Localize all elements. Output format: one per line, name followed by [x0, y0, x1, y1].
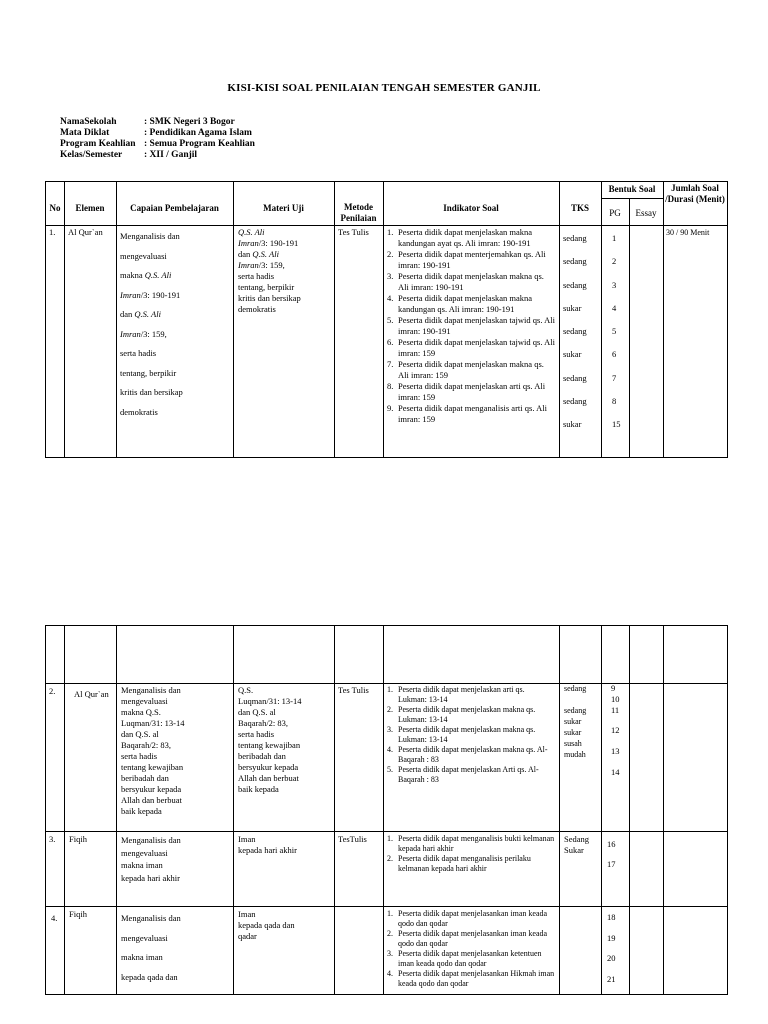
- row3-no: 3.: [49, 834, 56, 844]
- indikator-item: 7. Peserta didik dapat menjelaskan makna qs. Ali imran: 159: [387, 359, 544, 380]
- info-key: Kelas/Semester: [60, 150, 123, 160]
- indikator-item: 2. Peserta didik dapat menganalisis perilaku kelmanan kepada hari akhir: [387, 854, 531, 873]
- capaian-line: kritis dan bersikap: [120, 387, 183, 397]
- indikator-item: 2. Peserta didik dapat menjelasankan iman keada qodo dan qodar: [387, 929, 548, 948]
- header-capaian: Capaian Pembelajaran: [130, 203, 219, 213]
- indikator-item: 1. Peserta didik dapat menjelaskan makna kandungan ayat qs. Ali imran: 190-191: [387, 227, 533, 248]
- indikator-item: 1. Peserta didik dapat menganalisis bukti kelmanan kepada hari akhir: [387, 834, 555, 853]
- capaian-line: Imran/3: 159,: [120, 328, 167, 339]
- row4-materi: Iman kepada qada dan qadar: [238, 909, 295, 941]
- indikator-item: 4. Peserta didik dapat menjelasankan Hikmah iman keada qodo dan qodar: [387, 969, 555, 988]
- row4-elemen: Fiqih: [69, 909, 87, 919]
- indikator-item: 3. Peserta didik dapat menjelaskan makna qs. Ali imran: 190-191: [387, 271, 544, 292]
- indikator-item: 4. Peserta didik dapat menjelaskan makna kandungan qs. Ali imran: 190-191: [387, 293, 533, 314]
- row4-no: 4.: [51, 913, 58, 923]
- capaian-line: serta hadis: [120, 348, 157, 358]
- row2-tks: sedang sedang sukar sukar susah mudah: [564, 684, 587, 759]
- row2-no: 2.: [49, 686, 56, 696]
- info-key: Mata Diklat: [60, 128, 110, 138]
- indikator-item: 8. Peserta didik dapat menjelaskan arti qs. Ali imran: 159: [387, 381, 546, 402]
- header-tks: TKS: [570, 203, 589, 213]
- indikator-item: 6. Peserta didik dapat menjelaskan tajwid qs. Ali imran: 159: [387, 337, 555, 358]
- row3-metode: TesTulis: [338, 834, 367, 844]
- row1-no: 1.: [49, 227, 56, 237]
- info-key: NamaSekolah: [60, 117, 117, 127]
- row4-capaian: Menganalisis dan mengevaluasi makna iman kepada qada dan: [121, 913, 181, 982]
- capaian-line: dan Q.S. Ali: [120, 309, 161, 319]
- row2-materi: Q.S. Luqman/31: 13-14 dan Q.S. al Baqarah/2: 83, serta hadis tentang kewajiban beribadah dan bersyukur kepada Allah dan berbuat baik kepada: [238, 685, 302, 794]
- row1-materi: Q.S. Ali Imran/3: 190-191 dan Q.S. Ali Imran/3: 159, serta hadis tentang, berpikir kritis dan bersikap demokratis: [238, 227, 301, 314]
- row1-pg: 1 2 3 4 5 6 7 8 15: [612, 233, 621, 430]
- header-essay: Essay: [635, 208, 657, 218]
- row4-pg: 18 19 20 21: [607, 912, 616, 984]
- row1-indikator-list: [387, 227, 555, 425]
- indikator-item: 2. Peserta didik dapat menjelaskan makna qs. Lukman: 13-14: [387, 705, 536, 724]
- indikator-item: 2. Peserta didik dapat menterjemahkan qs. Ali imran: 190-191: [387, 249, 546, 270]
- capaian-line: mengevaluasi: [120, 250, 167, 261]
- row2-indikator-list: [387, 685, 555, 785]
- capaian-line: Menganalisis dan: [120, 231, 180, 241]
- header-indikator: Indikator Soal: [443, 203, 499, 213]
- indikator-item: 4. Peserta didik dapat menjelaskan makna qs. Al- Baqarah : 83: [387, 745, 548, 764]
- indikator-item: 5. Peserta didik dapat menjelaskan tajwid qs. Ali imran: 190-191: [387, 315, 555, 336]
- info-value: : Semua Program Keahlian: [144, 139, 255, 149]
- row3-capaian: Menganalisis dan mengevaluasi makna iman kepada hari akhir: [121, 835, 181, 883]
- capaian-line: Imran/3: 190-191: [120, 289, 181, 300]
- row2-pg: 9 10 11 12 13 14: [611, 683, 620, 777]
- row2-elemen: Al Qur`an: [74, 689, 109, 699]
- capaian-line: tentang, berpikir: [120, 367, 177, 378]
- indikator-item: 1. Peserta didik dapat menjelaskan arti qs. Lukman: 13-14: [387, 685, 525, 704]
- info-value: : Pendidikan Agama Islam: [144, 128, 252, 138]
- row3-indikator-list: [387, 834, 555, 874]
- row2-capaian: Menganalisis dan mengevaluasi makna Q.S. Luqman/31: 13-14 dan Q.S. al Baqarah/2: 83, serta hadis tentang kewajiban beribadah dan bersyukur kepada Allah dan berbuat baik kepada: [121, 685, 185, 816]
- header-elemen: Elemen: [75, 203, 105, 213]
- row3-pg: 16 17: [607, 839, 616, 869]
- row1-metode: Tes Tulis: [338, 227, 369, 237]
- row3-materi: Iman kepada hari akhir: [238, 834, 297, 855]
- header-materi: Materi Uji: [263, 203, 304, 213]
- indikator-item: 3. Peserta didik dapat menjelasankan ketentuen iman keada qodo dan qodar: [387, 949, 542, 968]
- indikator-item: 5. Peserta didik dapat menjelaskan Arti qs. Al- Baqarah : 83: [387, 765, 539, 784]
- info-row-class: [60, 150, 197, 161]
- info-row-subject: [60, 128, 252, 139]
- indikator-item: 9. Peserta didik dapat menganalisis arti qs. Ali imran: 159: [387, 403, 547, 424]
- capaian-line: makna Q.S. Ali: [120, 270, 172, 280]
- header-metode: Metode Penilaian: [340, 202, 377, 223]
- info-value: : SMK Negeri 3 Bogor: [144, 117, 235, 127]
- row1-jumlah: 30 / 90 Menit: [666, 228, 710, 237]
- row1-elemen: Al Qur`an: [68, 227, 103, 237]
- header-jumlah: Jumlah Soal /Durasi (Menit): [665, 183, 725, 204]
- capaian-line: demokratis: [120, 406, 158, 417]
- document-title: KISI-KISI SOAL PENILAIAN TENGAH SEMESTER GANJIL: [227, 82, 541, 94]
- info-row-school: [60, 117, 235, 128]
- row1-tks: sedang sedang sedang sukar sedang sukar sedang sedang sukar: [563, 233, 587, 430]
- row3-tks: Sedang Sukar: [564, 834, 590, 855]
- indikator-item: 1. Peserta didik dapat menjelasankan iman keada qodo dan qodar: [387, 909, 548, 928]
- header-pg: PG: [609, 208, 621, 218]
- row3-elemen: Fiqih: [69, 834, 87, 844]
- header-bentuk-soal: Bentuk Soal: [608, 184, 656, 194]
- header-no: No: [49, 203, 61, 213]
- info-key: Program Keahlian: [60, 139, 136, 149]
- row1-capaian: [120, 227, 232, 422]
- info-value: : XII / Ganjil: [144, 150, 198, 160]
- indikator-item: 3. Peserta didik dapat menjelaskan makna qs. Lukman: 13-14: [387, 725, 536, 744]
- row4-indikator-list: [387, 909, 555, 989]
- row2-metode: Tes Tulis: [338, 685, 369, 695]
- info-row-program: [60, 139, 255, 150]
